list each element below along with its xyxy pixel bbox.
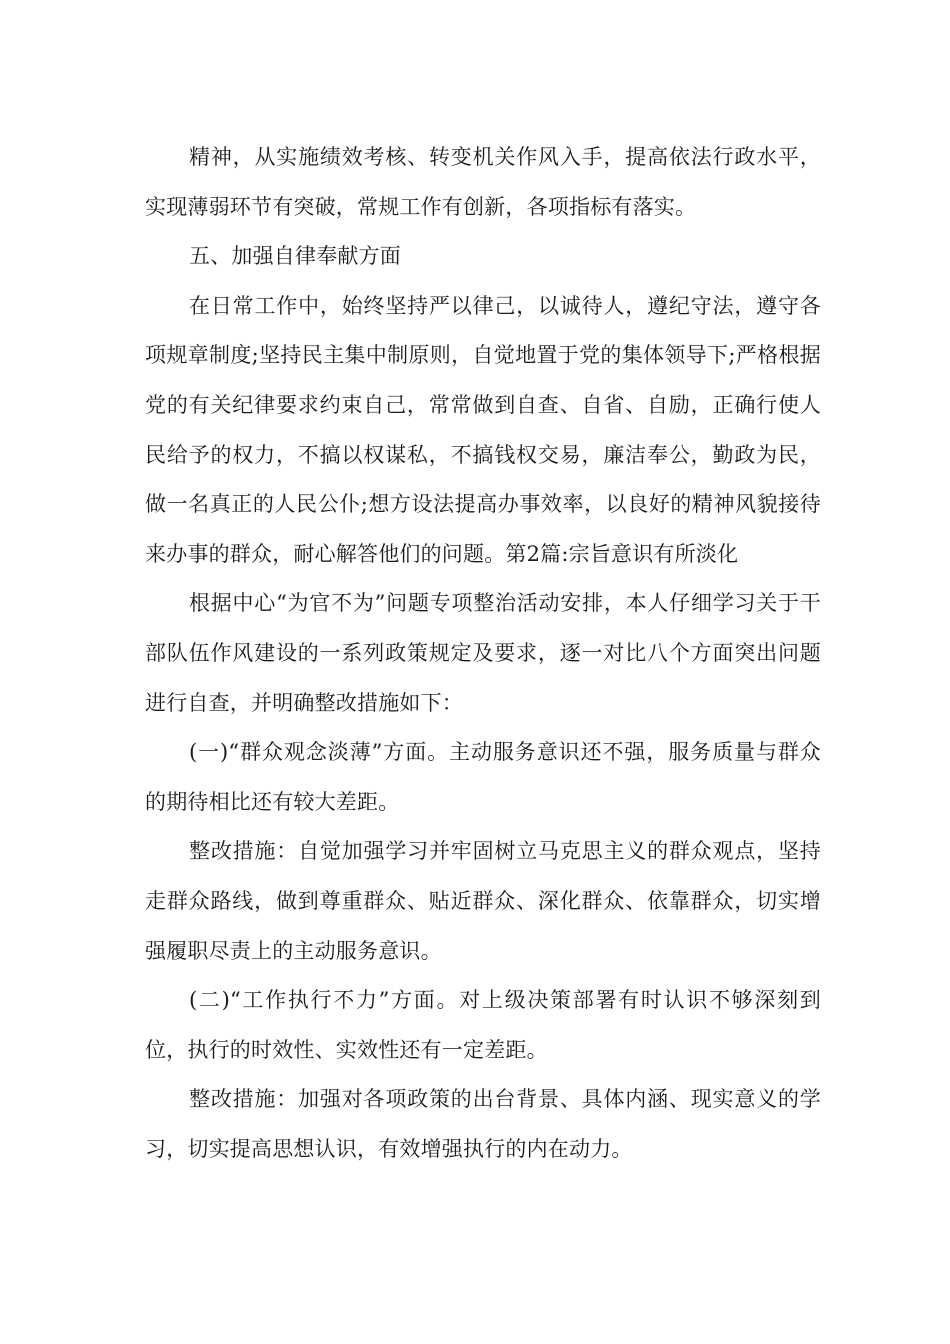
paragraph-measure-one: 整改措施：自觉加强学习并牢固树立马克思主义的群众观点，坚持走群众路线，做到尊重群众、贴近群众、深化群众、依靠群众，切实增强履职尽责上的主动服务意识。 <box>145 839 821 963</box>
paragraph-issue-two: (二)“工作执行不力”方面。对上级决策部署有时认识不够深刻到位，执行的时效性、实效性还有一定差距。 <box>145 988 821 1062</box>
document-body <box>145 133 821 1174</box>
paragraph-self-discipline: 在日常工作中，始终坚持严以律己，以诚待人，遵纪守法，遵守各项规章制度;坚持民主集中制原则，自觉地置于党的集体领导下;严格根据党的有关纪律要求约束自己，常常做到自查、自省、自励，正确行使人民给予的权力，不搞以权谋私，不搞钱权交易，廉洁奉公，勤政为民，做一名真正的人民公仆;想方设法提高办事效率，以良好的精神风貌接待来办事的群众，耐心解答他们的问题。第2篇:宗旨意识有所淡化 <box>145 293 821 566</box>
paragraph-issue-one: (一)“群众观念淡薄”方面。主动服务意识还不强，服务质量与群众的期待相比还有较大差距。 <box>145 740 821 814</box>
section-heading-five: 五、加强自律奉献方面 <box>189 244 401 269</box>
paragraph-rectification-intro: 根据中心“为官不为”问题专项整治活动安排，本人仔细学习关于干部队伍作风建设的一系列政策规定及要求，逐一对比八个方面突出问题进行自查，并明确整改措施如下： <box>145 591 821 715</box>
paragraph-measure-two: 整改措施：加强对各项政策的出台背景、具体内涵、现实意义的学习，切实提高思想认识，有效增强执行的内在动力。 <box>145 1087 821 1161</box>
paragraph-continuation: 精神，从实施绩效考核、转变机关作风入手，提高依法行政水平，实现薄弱环节有突破，常规工作有创新，各项指标有落实。 <box>145 145 821 219</box>
